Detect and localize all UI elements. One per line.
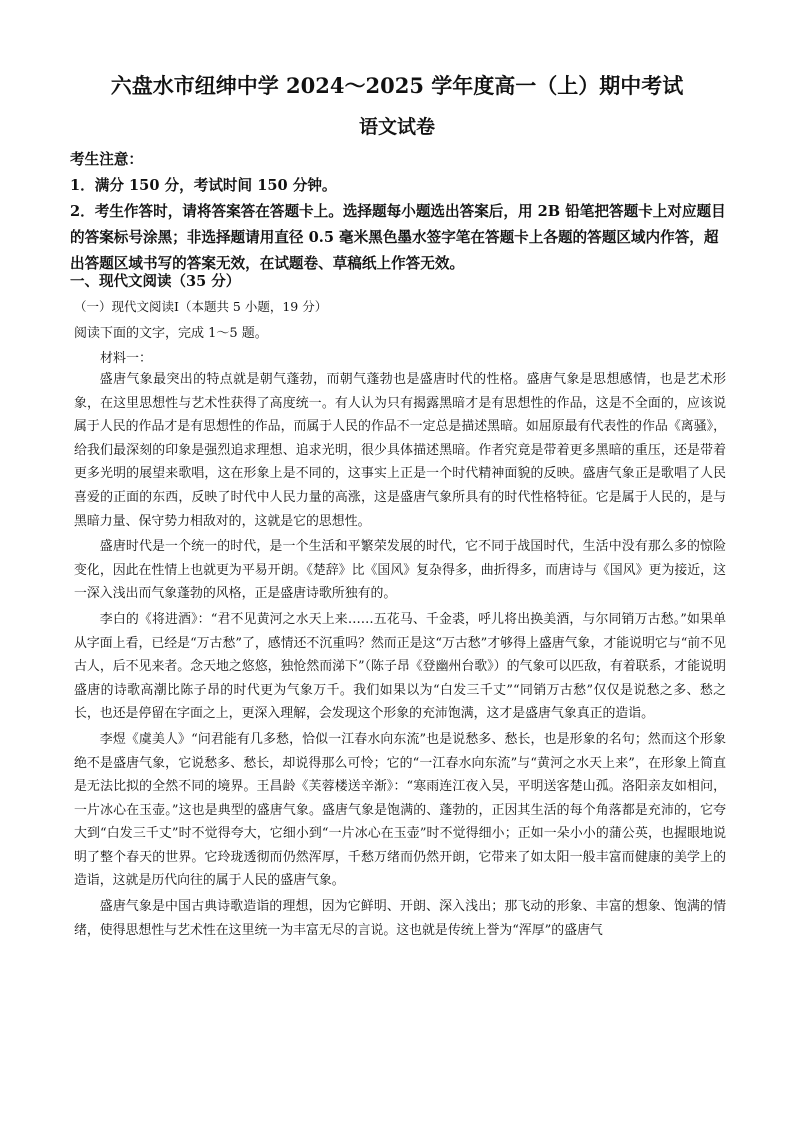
material-label: 材料一： (100, 351, 153, 366)
passage-body (74, 368, 726, 944)
passage-paragraph-5: 盛唐气象是中国古典诗歌造诣的理想，因为它鲜明、开朗、深入浅出；那飞动的形象、丰富的想象、饱满的情绪，使得思想性与艺术性在这里统一为丰富无尽的言说。这也就是传统上誉为“浑厚”的盛唐气 (74, 899, 726, 938)
exam-title: 六盘水市纽绅中学 2024～2025 学年度高一（上）期中考试 (110, 73, 684, 98)
exam-subtitle: 语文试卷 (358, 116, 435, 138)
reading-instruction: 阅读下面的文字，完成 1～5 题。 (74, 326, 268, 341)
notice-item-2: 2．考生作答时，请将答案答在答题卡上。选择题每小题选出答案后，用 2B 铅笔把答题卡上对应题目的答案标号涂黑；非选择题请用直径 0.5 毫米黑色墨水签字笔在答题卡上各题的答题区域内作答，超出答题区域书写的答案无效，在试题卷、草稿纸上作答无效。 (70, 203, 726, 272)
passage-paragraph-1: 盛唐气象最突出的特点就是朝气蓬勃，而朝气蓬勃也是盛唐时代的性格。盛唐气象是思想感情，也是艺术形象，在这里思想性与艺术性获得了高度统一。有人认为只有揭露黑暗才是有思想性的作品，这是不全面的，应该说属于人民的作品才是有思想性的作品，而属于人民的作品不一定总是描述黑暗。如屈原最有代表性的作品《离骚》，给我们最深刻的印象是强烈追求理想、追求光明，很少具体描述黑暗。作者究竟是带着更多黑暗的重压，还是带着更多光明的展望来歌唱，这在形象上是不同的，这事实上正是一个时代精神面貌的反映。盛唐气象正是歌唱了人民喜爱的正面的东西，反映了时代中人民力量的高涨，这是盛唐气象所具有的时代性格特征。它是属于人民的，是与黑暗力量、保守势力相敌对的，这就是它的思想性。 (74, 372, 726, 529)
notice-block (70, 147, 730, 277)
notice-heading: 考生注意： (70, 151, 143, 168)
section-title: 一、现代文阅读（35 分） (70, 273, 241, 290)
notice-item-1: 1．满分 150 分，考试时间 150 分钟。 (70, 177, 337, 194)
passage-paragraph-4: 李煜《虞美人》“问君能有几多愁，恰似一江春水向东流”也是说愁多、愁长，也是形象的名句；然而这个形象绝不是盛唐气象，它说愁多、愁长，却说得那么可怜；它的“一江春水向东流”与“黄河之水天上来”，在形象上简直是无法比拟的全然不同的境界。王昌龄《芙蓉楼送辛渐》：“寒雨连江夜入吴，平明送客楚山孤。洛阳亲友如相问，一片冰心在玉壶。”这也是典型的盛唐气象。盛唐气象是饱满的、蓬勃的，正因其生活的每个角落都是充沛的，它夸大到“白发三千丈”时不觉得夸大，它细小到“一片冰心在玉壶”时不觉得细小；正如一朵小小的蒲公英，也握眼地说明了整个春天的世界。它玲珑透彻而仍然浑厚，千愁万绪而仍然开朗，它带来了如太阳一般丰富而健康的美学上的造诣，这就是历代向往的属于人民的盛唐气象。 (74, 731, 726, 889)
passage-paragraph-2: 盛唐时代是一个统一的时代，是一个生活和平繁荣发展的时代，它不同于战国时代，生活中没有那么多的惊险变化，因此在性情上也就更为平易开朗。《楚辞》比《国风》复杂得多，曲折得多，而唐诗与《国风》更为接近，这一深入浅出而气象蓬勃的风格，正是盛唐诗歌所独有的。 (74, 539, 726, 602)
subsection-title: （一）现代文阅读Ⅰ（本题共 5 小题，19 分） (74, 299, 328, 314)
passage-paragraph-3: 李白的《将进酒》：“君不见黄河之水天上来……五花马、千金裘，呼儿将出换美酒，与尔同销万古愁。”如果单从字面上看，已经是“万古愁”了，感情还不沉重吗？然而正是这“万古愁”才够得上盛唐气象，才能说明它与“前不见古人，后不见来者。念天地之悠悠，独怆然而涕下”（陈子昂《登幽州台歌》）的气象可以匹敌，有着联系，才能说明盛唐的诗歌高潮比陈子昂的时代更为气象万千。我们如果以为“白发三千丈”“同销万古愁”仅仅是说愁之多、愁之长，也还是停留在字面之上，更深入理解，会发现这个形象的充沛饱满，这才是盛唐气象真正的造诣。 (74, 611, 726, 722)
